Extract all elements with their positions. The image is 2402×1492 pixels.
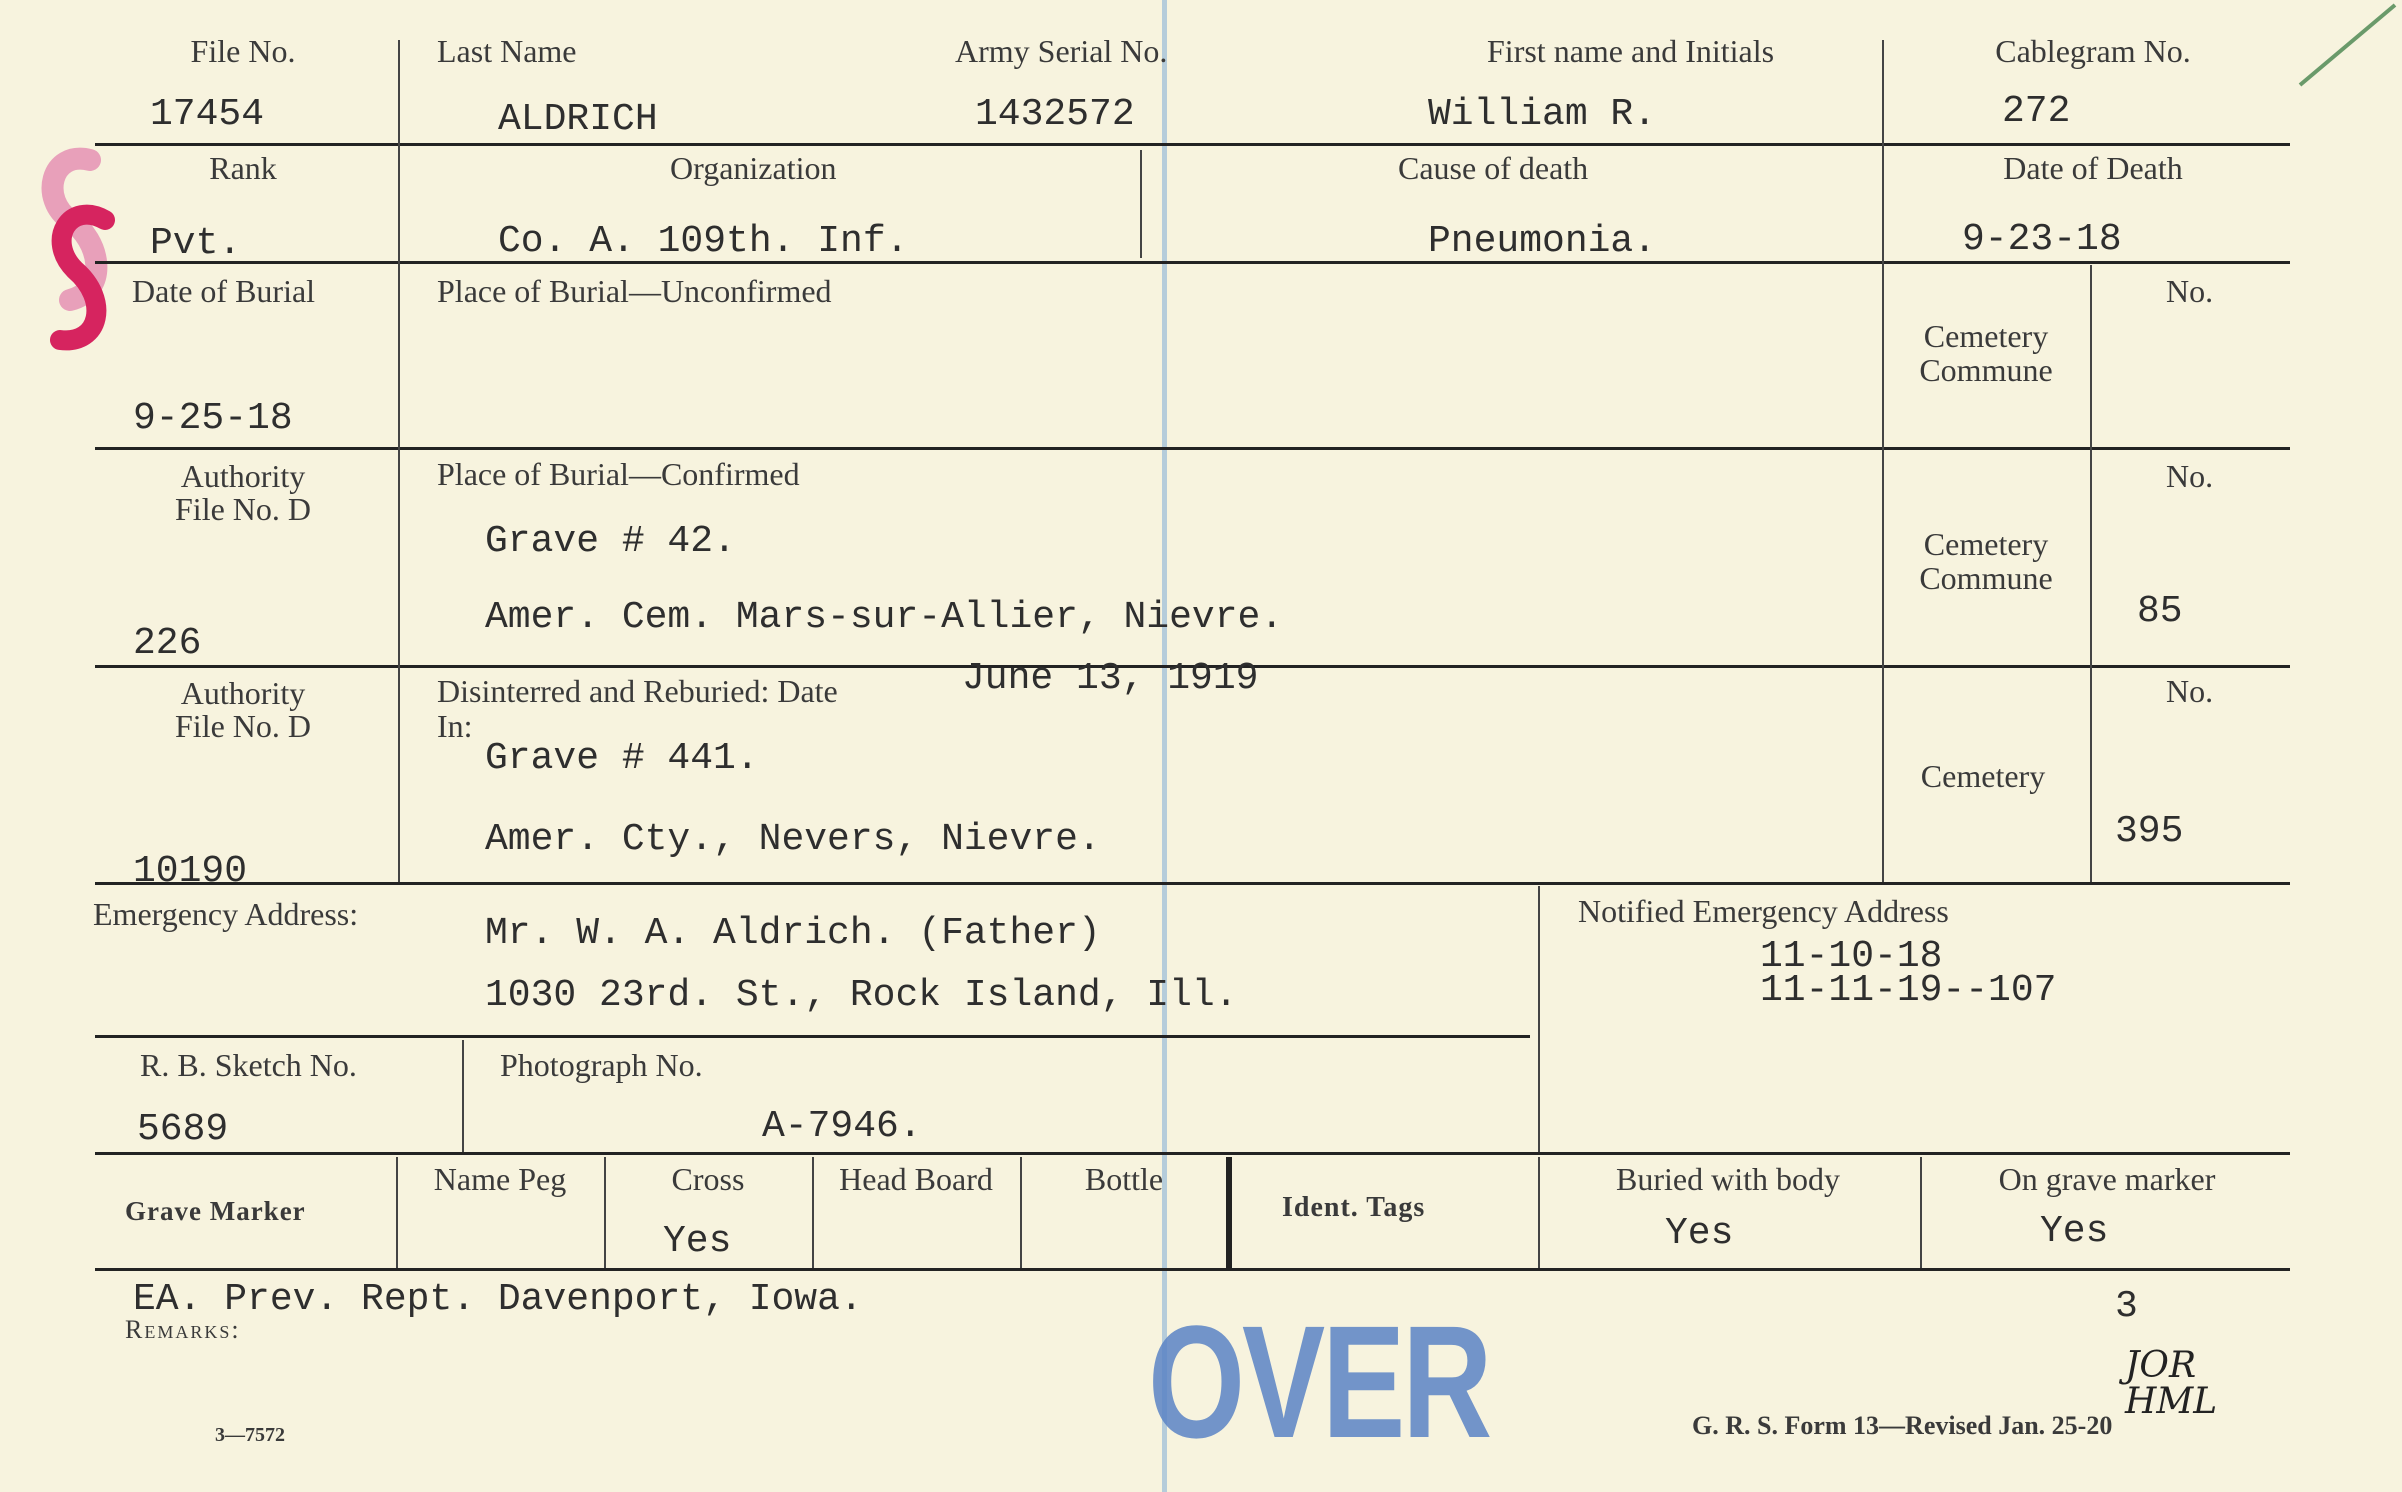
vline-a: [398, 40, 400, 882]
value-cablegram: 272: [2002, 90, 2071, 133]
value-buried-with-body: Yes: [1665, 1212, 1734, 1255]
rule-3: [95, 447, 2290, 450]
corner-s-mark-icon: [30, 140, 120, 360]
value-rb-sketch: 5689: [137, 1108, 229, 1151]
label-buried-with-body: Buried with body: [1616, 1161, 1840, 1197]
label-bottle: Bottle: [1084, 1161, 1164, 1197]
label-remarks: Remarks:: [125, 1315, 241, 1344]
value-notified-1: 11-10-18: [1760, 935, 1943, 978]
label-authority-2: Authority: [180, 675, 306, 711]
value-cemetery-reburied: Amer. Cty., Nevers, Nievre.: [485, 818, 1101, 861]
label-in: In:: [437, 708, 473, 744]
value-army-serial: 1432572: [975, 93, 1135, 136]
label-head-board: Head Board: [839, 1161, 993, 1197]
value-date-death: 9-23-18: [1962, 218, 2122, 261]
value-cross: Yes: [663, 1220, 732, 1263]
value-reburial-date: June 13, 1919: [962, 657, 1259, 700]
value-rank: Pvt.: [150, 222, 242, 265]
label-on-grave-marker: On grave marker: [1998, 1161, 2216, 1197]
label-date-burial: Date of Burial: [132, 273, 316, 309]
value-grave-confirmed: Grave # 42.: [485, 520, 736, 563]
value-photograph: A-7946.: [762, 1105, 922, 1148]
label-date-death: Date of Death: [2003, 150, 2183, 186]
label-first-name: First name and Initials: [1487, 33, 1775, 69]
label-last-name: Last Name: [437, 33, 577, 69]
vline-j: [1020, 1157, 1022, 1268]
vline-e: [1538, 886, 1540, 1152]
label-commune-1: Commune: [1919, 352, 2053, 388]
value-last-name: ALDRICH: [498, 98, 658, 141]
label-no-2: No.: [2166, 458, 2214, 494]
value-cemetery-confirmed: Amer. Cem. Mars-sur-Allier, Nievre.: [485, 596, 1284, 639]
label-cemetery-1: Cemetery: [1923, 318, 2049, 354]
value-authority-2: 10190: [133, 850, 248, 893]
value-no-confirmed: 85: [2137, 590, 2183, 633]
value-authority-1: 226: [133, 622, 202, 665]
label-cemetery-2: Cemetery: [1923, 526, 2049, 562]
initials-signature: JOR HML: [2125, 1345, 2218, 1422]
label-army-serial: Army Serial No.: [955, 33, 1168, 69]
label-no-3: No.: [2166, 673, 2214, 709]
rule-8: [95, 1268, 2290, 1271]
vline-g: [396, 1157, 398, 1268]
vline-k: [1226, 1157, 1232, 1268]
label-organization: Organization: [670, 150, 837, 186]
vline-d: [2090, 265, 2092, 882]
value-cause: Pneumonia.: [1428, 220, 1657, 263]
value-emergency-line1: Mr. W. A. Aldrich. (Father): [485, 912, 1101, 955]
label-authority-1: Authority: [180, 458, 306, 494]
label-cemetery-3: Cemetery: [1920, 758, 2046, 794]
value-file-no: 17454: [150, 93, 265, 136]
label-no-1: No.: [2166, 273, 2214, 309]
label-ident-tags: Ident. Tags: [1282, 1192, 1426, 1223]
label-file-no-d-2: File No. D: [175, 708, 311, 744]
vline-i: [812, 1157, 814, 1268]
vline-h: [604, 1157, 606, 1268]
over-stamp: OVER: [1148, 1292, 1490, 1471]
footer-form: G. R. S. Form 13—Revised Jan. 25-20: [1692, 1411, 2113, 1440]
label-name-peg: Name Peg: [433, 1161, 567, 1197]
label-grave-marker: Grave Marker: [125, 1196, 306, 1226]
label-emergency-address: Emergency Address:: [93, 896, 359, 932]
label-photograph: Photograph No.: [500, 1047, 703, 1083]
label-notified: Notified Emergency Address: [1578, 893, 1949, 929]
label-file-no: File No.: [190, 33, 296, 69]
label-cause: Cause of death: [1398, 150, 1589, 186]
vline-b: [1140, 150, 1142, 258]
label-rank: Rank: [209, 150, 277, 186]
label-place-unconfirmed: Place of Burial—Unconfirmed: [437, 273, 832, 309]
rule-2: [95, 261, 2290, 264]
value-no-reburied: 395: [2115, 810, 2184, 853]
value-notified-2: 11-11-19--107: [1760, 969, 2057, 1012]
value-first-name: William R.: [1428, 93, 1657, 136]
rule-6: [95, 1035, 1530, 1038]
label-cross: Cross: [671, 1161, 745, 1197]
label-commune-2: Commune: [1919, 560, 2053, 596]
label-disinterred: Disinterred and Reburied: Date: [437, 673, 838, 709]
vline-c: [1882, 40, 1884, 882]
rule-5: [95, 882, 2290, 885]
vline-l: [1538, 1157, 1540, 1268]
label-cablegram: Cablegram No.: [1995, 33, 2191, 69]
value-on-grave-marker: Yes: [2040, 1210, 2109, 1253]
value-date-burial: 9-25-18: [133, 397, 293, 440]
rule-7: [95, 1152, 2290, 1155]
vline-m: [1920, 1157, 1922, 1268]
rule-1: [95, 143, 2290, 146]
vline-f: [462, 1040, 464, 1152]
value-page-num: 3: [2115, 1285, 2138, 1328]
value-remarks: EA. Prev. Rept. Davenport, Iowa.: [133, 1278, 863, 1321]
footer-print-code: 3—7572: [215, 1424, 285, 1446]
value-grave-reburied: Grave # 441.: [485, 737, 759, 780]
pencil-mark-icon: [2290, 0, 2400, 90]
label-rb-sketch: R. B. Sketch No.: [140, 1047, 357, 1083]
label-file-no-d-1: File No. D: [175, 491, 311, 527]
value-organization: Co. A. 109th. Inf.: [498, 220, 909, 263]
label-place-confirmed: Place of Burial—Confirmed: [437, 456, 800, 492]
value-emergency-line2: 1030 23rd. St., Rock Island, Ill.: [485, 974, 1238, 1017]
